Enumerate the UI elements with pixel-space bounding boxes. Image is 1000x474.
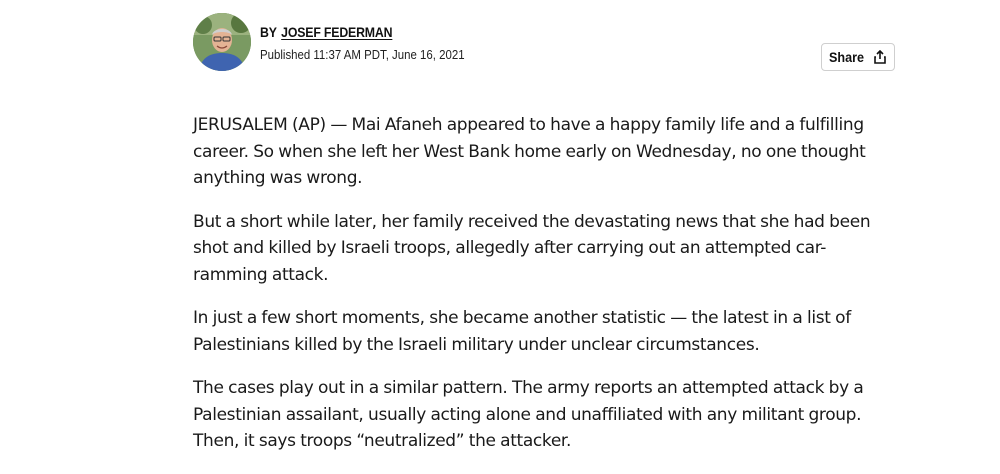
article-paragraph: In just a few short moments, she became another statistic — the latest in a list of Palestinians killed by the Israeli military under unclear circumstances. xyxy=(193,308,851,355)
share-label: Share xyxy=(829,49,865,65)
author-line xyxy=(260,23,465,41)
share-button[interactable] xyxy=(821,43,895,71)
article-paragraph: The cases play out in a similar pattern. The army reports an attempted attack by a Palestinian assailant, usually acting alone and unaffiliated with any militant group. Then, it says troops “neutralized” the attacker. xyxy=(193,378,864,451)
author-photo xyxy=(193,13,251,71)
article-body xyxy=(193,112,893,472)
share-icon xyxy=(874,50,886,64)
author-avatar[interactable] xyxy=(193,13,251,71)
byline xyxy=(193,13,893,73)
byline-prefix: BY xyxy=(260,24,277,40)
article-paragraph: JERUSALEM (AP) — Mai Afaneh appeared to have a happy family life and a fulfilling career. So when she left her West Bank home early on Wednesday, no one thought anything was wrong. xyxy=(193,115,866,188)
article-paragraph: But a short while later, her family received the devastating news that she had been shot and killed by Israeli troops, allegedly after carrying out an attempted car-ramming attack. xyxy=(193,211,871,285)
published-timestamp: Published 11:37 AM PDT, June 16, 2021 xyxy=(260,47,465,62)
author-link[interactable]: JOSEF FEDERMAN xyxy=(281,24,393,40)
